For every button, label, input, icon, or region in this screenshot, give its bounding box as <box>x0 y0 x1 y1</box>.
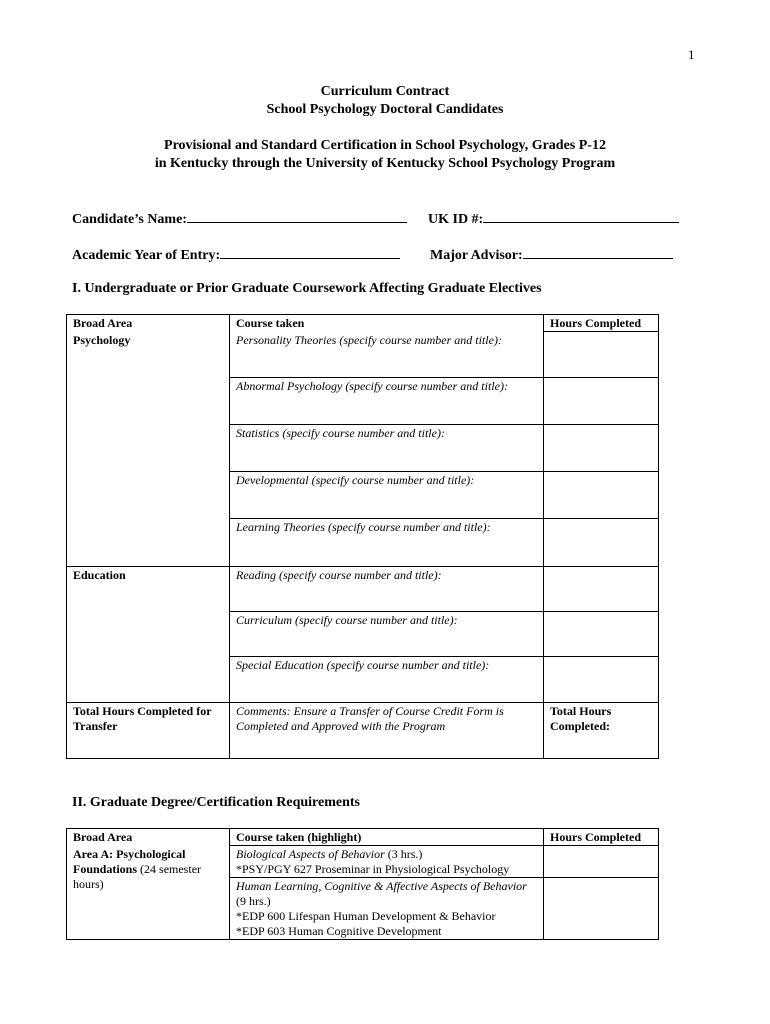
uk-id-label: UK ID #: <box>428 212 484 227</box>
course-cell[interactable]: Developmental (specify course number and title): <box>230 472 544 519</box>
course-item: *EDP 600 Lifespan Human Development & Behavior <box>236 909 496 923</box>
header-course-taken: Course taken <box>230 315 544 332</box>
section-1-heading: I. Undergraduate or Prior Graduate Coursework Affecting Graduate Electives <box>72 281 542 296</box>
header-broad-area: Broad Area <box>67 315 230 332</box>
course-item: *PSY/PGY 627 Proseminar in Physiological Psychology <box>236 862 510 876</box>
area-a-hours: (24 semester hours) <box>73 861 202 891</box>
title-line-3: Provisional and Standard Certification in School Psychology, Grades P-12 <box>164 138 606 153</box>
course-cell[interactable] <box>230 878 544 940</box>
course-area-title: Human Learning, Cognitive & Affective Aspects of Behavior <box>236 879 527 893</box>
document-subtitle <box>0 137 770 173</box>
section-1-table <box>66 314 659 759</box>
total-hours-completed-label[interactable]: Total Hours Completed: <box>544 703 659 759</box>
total-row <box>67 703 659 759</box>
hours-cell[interactable] <box>544 567 659 612</box>
academic-year-field <box>72 244 400 265</box>
course-area-hours: (3 hrs.) <box>384 847 423 861</box>
hours-cell[interactable] <box>544 846 659 878</box>
header-broad-area: Broad Area <box>67 829 230 846</box>
course-cell[interactable]: Abnormal Psychology (specify course number and title): <box>230 378 544 425</box>
table-header-row <box>67 829 659 846</box>
header-course-taken: Course taken (highlight) <box>230 829 544 846</box>
course-cell[interactable]: Reading (specify course number and title): <box>230 567 544 612</box>
course-cell[interactable] <box>230 846 544 878</box>
academic-year-label: Academic Year of Entry: <box>72 248 221 263</box>
hours-cell[interactable] <box>544 519 659 567</box>
course-cell[interactable]: Statistics (specify course number and title): <box>230 425 544 472</box>
title-line-1: Curriculum Contract <box>320 84 450 99</box>
table-header-row <box>67 315 659 332</box>
broad-area-a <box>67 846 230 940</box>
major-advisor-field <box>430 244 673 265</box>
candidate-name-blank[interactable] <box>187 208 407 223</box>
course-area-hours: (9 hrs.) <box>236 894 271 908</box>
uk-id-blank[interactable] <box>483 208 679 223</box>
table-row <box>67 846 659 878</box>
title-line-4: in Kentucky through the University of Kentucky School Psychology Program <box>154 156 616 171</box>
title-line-2: School Psychology Doctoral Candidates <box>266 102 504 117</box>
hours-cell[interactable] <box>544 657 659 703</box>
table-row <box>67 567 659 612</box>
page-number: 1 <box>688 47 695 62</box>
course-cell[interactable]: Curriculum (specify course number and title): <box>230 612 544 657</box>
course-item: *EDP 603 Human Cognitive Development <box>236 924 442 938</box>
header-hours-completed: Hours Completed <box>544 315 659 332</box>
broad-area-psychology: Psychology <box>67 332 230 567</box>
table-row <box>67 332 659 378</box>
broad-area-education: Education <box>67 567 230 703</box>
header-hours-completed: Hours Completed <box>544 829 659 846</box>
course-cell[interactable]: Personality Theories (specify course number and title): <box>230 332 544 378</box>
comments-cell: Comments: Ensure a Transfer of Course Credit Form is Completed and Approved with the Program <box>230 703 544 759</box>
hours-cell[interactable] <box>544 612 659 657</box>
course-area-title: Biological Aspects of Behavior <box>236 847 385 861</box>
academic-year-blank[interactable] <box>220 244 400 259</box>
document-title <box>0 83 770 119</box>
hours-cell[interactable] <box>544 472 659 519</box>
major-advisor-label: Major Advisor: <box>430 248 523 263</box>
section-2-heading: II. Graduate Degree/Certification Requirements <box>72 795 360 810</box>
hours-cell[interactable] <box>544 878 659 940</box>
course-cell[interactable]: Special Education (specify course number and title): <box>230 657 544 703</box>
course-cell[interactable]: Learning Theories (specify course number and title): <box>230 519 544 567</box>
total-hours-transfer-label: Total Hours Completed for Transfer <box>67 703 230 759</box>
hours-cell[interactable] <box>544 332 659 378</box>
uk-id-field <box>428 208 679 229</box>
hours-cell[interactable] <box>544 378 659 425</box>
major-advisor-blank[interactable] <box>523 244 673 259</box>
area-a-label: Area A: Psychological Foundations <box>73 846 186 876</box>
candidate-name-label: Candidate’s Name: <box>72 212 187 227</box>
hours-cell[interactable] <box>544 425 659 472</box>
section-2-table <box>66 828 659 940</box>
candidate-name-field <box>72 208 407 229</box>
